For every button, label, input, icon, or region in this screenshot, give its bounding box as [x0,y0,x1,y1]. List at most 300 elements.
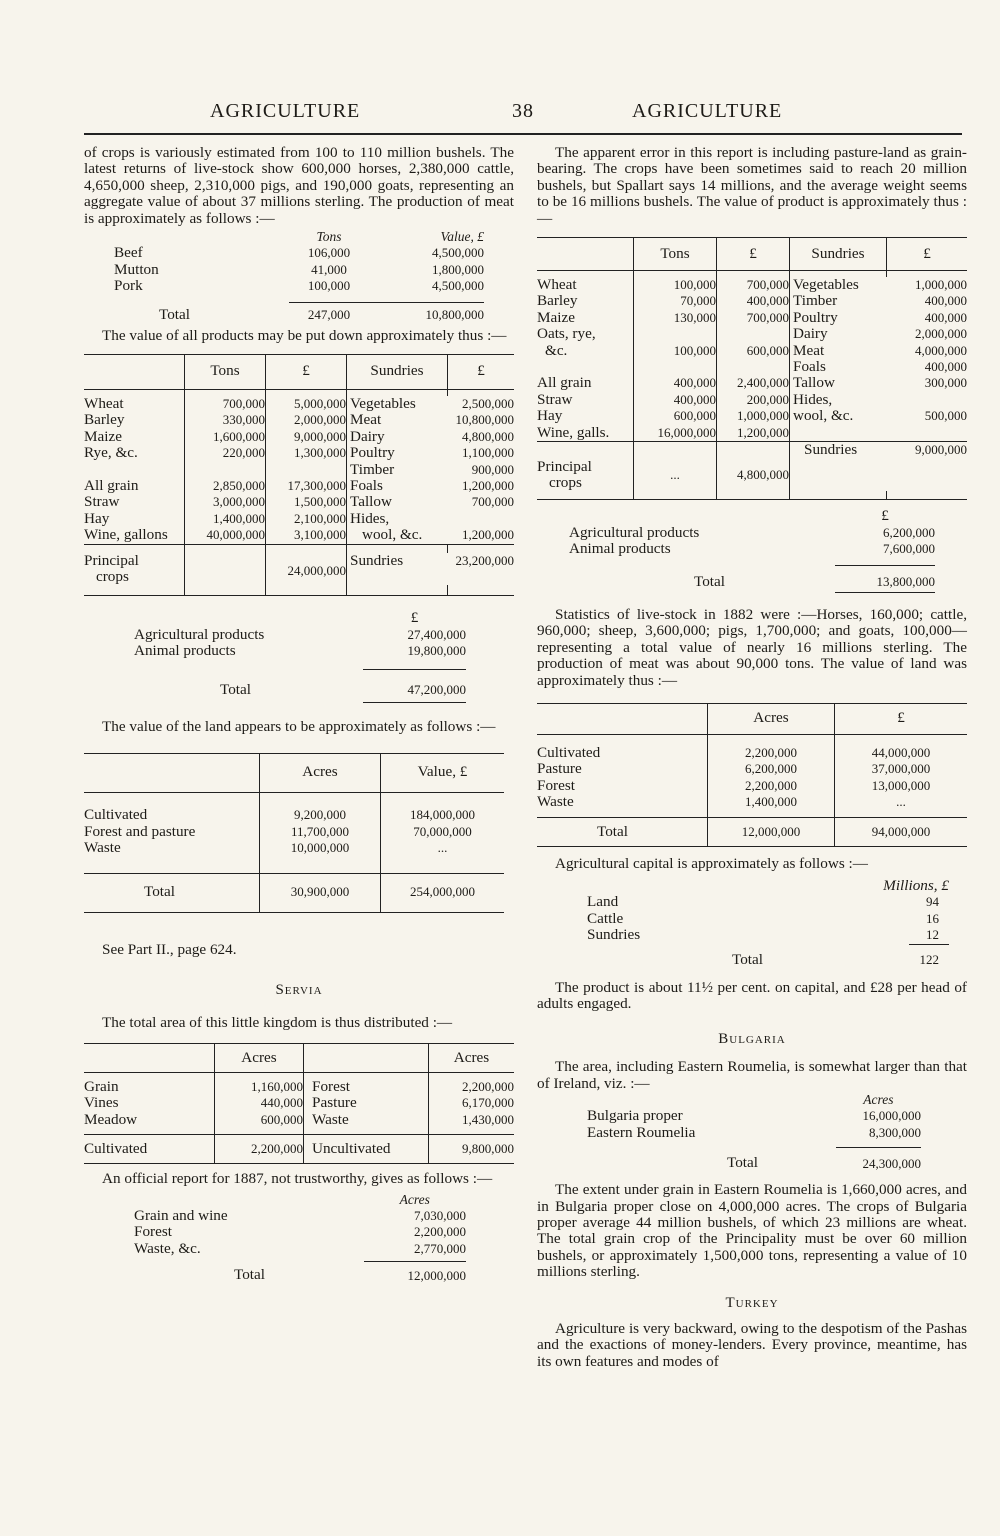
row-label: Straw [537,390,573,408]
row-label: Barley [84,411,125,429]
table-row [587,1108,921,1124]
col-header: Value, £ [440,229,484,245]
cell: 122 [919,951,939,967]
cell: wool, &c. [347,527,448,544]
running-header-right: AGRICULTURE [632,100,783,122]
table-row [537,310,967,326]
cell: 600,000 [717,343,790,359]
cell: 247,000 [307,307,351,323]
paragraph: The area, including Eastern Roumelia, is somewhat larger than that of Ireland, viz. :— [537,1058,967,1092]
currency-symbol: £ [410,609,419,627]
cell: 16 [926,910,939,926]
cell: 1,400,000 [708,794,835,810]
cell: Dairy [347,429,448,445]
table-row [134,1241,466,1257]
row-label: Maize [537,308,575,326]
cell: 2,500,000 [462,395,514,411]
table-row [537,745,967,761]
row-label: Eastern Roumelia [587,1123,696,1141]
cell: 400,000 [634,392,717,408]
cell: 6,170,000 [429,1095,515,1111]
cell: 1,200,000 [462,478,514,493]
cell: 400,000 [634,375,717,391]
row-label: Forest [304,1079,429,1095]
cell: ... [634,459,717,492]
col-header: Sundries [790,238,887,271]
cell [790,425,887,442]
col-header: Tons [185,354,266,389]
cell [185,462,266,478]
cell: 400,000 [924,359,967,375]
cell: Tallow [347,494,448,510]
cell: 2,850,000 [185,478,266,494]
cell: 4,800,000 [462,428,514,444]
cell: 600,000 [215,1112,304,1128]
cell: 130,000 [634,310,717,326]
row-label: Animal products [134,642,236,660]
cell: 9,800,000 [429,1135,515,1164]
cell: Poultry [790,310,887,326]
products-table [84,354,514,596]
table-row [537,794,967,810]
col-header: Acres [215,1043,304,1072]
cell [634,326,717,342]
total-label: Total [727,1154,758,1172]
table-row [134,627,466,643]
cell: 1,100,000 [462,445,514,461]
table-row [134,1224,466,1240]
cell: 1,800,000 [432,261,484,277]
total-label: Total [159,305,190,323]
cell: 106,000 [307,245,351,261]
page-number: 38 [512,100,534,122]
row-label: crops [549,473,582,491]
cell: 440,000 [215,1095,304,1111]
cell: Tallow [790,375,887,391]
cell: 94,000,000 [835,817,968,846]
table-row [84,445,514,461]
cell: 1,300,000 [266,445,347,461]
cell: 1,400,000 [185,511,266,527]
col-header: Tons [634,238,717,271]
table-row [84,511,514,527]
table-row [587,927,949,943]
cell: 23,200,000 [455,552,514,568]
cell: 1,200,000 [462,527,514,543]
cell: 1,000,000 [717,408,790,424]
cell: 16,000,000 [634,425,717,442]
row-label: Maize [84,427,122,445]
row-label: Pasture [537,760,582,778]
cell [717,359,790,375]
cell: 44,000,000 [835,745,968,761]
total-label: Uncultivated [304,1135,429,1164]
cell: 400,000 [717,293,790,309]
cell: 330,000 [185,412,266,428]
row-label: Hay [84,509,110,527]
row-label: Wheat [537,276,577,294]
cell: 41,000 [311,261,347,277]
cell: 700,000 [717,310,790,326]
cell: 4,500,000 [432,245,484,261]
table-row [114,278,484,294]
cell: wool, &c. [790,408,887,424]
table-row [84,527,514,544]
total-row [84,873,504,912]
row-label: Hay [537,407,563,425]
table-row [134,1208,466,1224]
table-row [569,525,935,541]
cell: Poultry [347,445,448,461]
cell: 4,500,000 [432,278,484,294]
cell: 220,000 [185,445,266,461]
total-label: Total [234,1266,265,1284]
col-header: Value, £ [381,754,505,793]
cell: 1,600,000 [185,429,266,445]
col-header: £ [266,354,347,389]
table-row [114,262,484,278]
total-row [134,670,466,699]
cell: 254,000,000 [381,873,505,912]
left-summary [134,610,466,703]
total-label: Total [220,680,251,698]
cell: 5,000,000 [266,396,347,412]
row-label: Sundries [587,926,641,944]
paragraph: An official report for 1887, not trustworthy, gives as follows :— [102,1170,493,1188]
table-row [537,408,967,424]
cell: 1,430,000 [429,1112,515,1128]
total-label: Total [694,572,725,590]
cell: Timber [347,462,448,478]
table-row [134,643,466,659]
bulgaria-table [587,1092,921,1172]
cell: 70,000,000 [381,824,505,840]
row-label: Wine, galls. [537,423,610,441]
cell: Vegetables [790,277,887,293]
row-label: Forest [537,776,575,794]
paragraph: Agriculture is very backward, owing to the despotism of the Pashas and the exactions of money-lenders. Every province, meantime, has its own features and modes of [537,1320,967,1370]
table-row [537,425,967,442]
cell: 400,000 [924,293,967,309]
cell: 1,000,000 [915,277,967,293]
row-label: Meadow [84,1110,138,1128]
col-header: £ [717,238,790,271]
row-label: Pasture [304,1095,429,1111]
cell: 7,030,000 [414,1207,466,1223]
meat-table [114,229,484,324]
cell: 40,000,000 [185,527,266,544]
cell: 2,200,000 [414,1224,466,1240]
table-row [84,494,514,510]
row-label [84,462,185,478]
row-label: Oats, rye, [537,325,596,343]
paragraph: The value of all products may be put down approximately thus :— [102,326,507,344]
row-label: Waste [84,839,121,857]
total-label: Total [144,882,175,900]
cell: 700,000 [717,277,790,293]
row-label: Pork [114,277,143,295]
table-row [537,326,967,342]
row-label: Waste [537,793,574,811]
table-row [114,245,484,261]
row-label: Sundries [790,442,887,459]
cell: 2,200,000 [215,1135,304,1164]
row-label: Straw [84,493,120,511]
servia-table [84,1043,514,1165]
total-label: Cultivated [84,1140,148,1158]
section-title-turkey: Turkey [725,1294,779,1311]
table-row [537,359,967,375]
row-label: All grain [537,374,592,392]
table-row [84,412,514,428]
cell: 12,000,000 [407,1267,466,1283]
row-label: Land [587,893,619,911]
col-header: £ [835,703,968,734]
cell: 10,800,000 [455,412,514,428]
row-label: Principal [537,457,592,475]
cell [448,511,515,527]
cell: 9,000,000 [266,429,347,445]
table-row [537,778,967,794]
cell: 3,000,000 [185,494,266,510]
cell: 7,600,000 [883,541,935,557]
cell: 100,000 [634,277,717,293]
row-label: Forest and pasture [84,822,196,840]
col-header: Tons [316,229,342,245]
row-label: Bulgaria proper [587,1107,683,1125]
row-label: Agricultural products [134,625,265,643]
row-label: Animal products [569,540,671,558]
row-label: Vines [84,1094,119,1112]
table-row [537,293,967,309]
table-row [537,343,967,359]
cell: Hides, [790,392,887,408]
products-table-right [537,237,967,500]
paragraph: Statistics of live-stock in 1882 were :—Horses, 160,000; cattle, 960,000; sheep, 3,600,000; pigs, 1,700,000; and goats, 100,000—representing a total value of nearly 16 millions sterling. The production of meat was about 90,000 tons. The value of land was approximately thus :— [537,605,967,689]
cell: 13,800,000 [876,574,935,590]
cell: Vegetables [347,396,448,412]
cell [634,359,717,375]
cell: 2,770,000 [414,1240,466,1256]
table-row [587,894,949,910]
cell: 70,000 [634,293,717,309]
row-label: crops [96,568,129,586]
cell: 400,000 [924,309,967,325]
cell: Hides, [347,511,448,527]
row-label: Barley [537,292,578,310]
cell: 10,000,000 [260,840,381,856]
cell: 12 [926,927,939,943]
table-row [587,911,949,927]
table-row [84,396,514,412]
cell: 1,500,000 [266,494,347,510]
cell: Timber [790,293,887,309]
cell: 9,000,000 [915,442,967,458]
row-label: Wheat [84,394,124,412]
table-row [84,462,514,478]
cell: 1,160,000 [215,1079,304,1095]
principal-row [84,553,514,586]
cell: 24,000,000 [266,553,347,586]
table-row [84,429,514,445]
table-row [587,1125,921,1141]
cell: 6,200,000 [883,524,935,540]
col-header: Acres [429,1043,515,1072]
cell: 500,000 [924,408,967,424]
row-label: Waste, &c. [134,1239,201,1257]
table-row [84,807,504,823]
cell: 300,000 [924,375,967,391]
cell: 9,200,000 [260,807,381,823]
cell [717,326,790,342]
col-header: Sundries [347,354,448,389]
row-label: Rye, &c. [84,444,138,462]
row-label: Forest [134,1223,172,1241]
cell [266,462,347,478]
right-column [537,145,967,1370]
paragraph: See Part II., page 624. [102,940,237,958]
cell: 17,300,000 [266,478,347,494]
cell: 94 [926,894,939,910]
row-label: Wine, gallons [84,526,168,544]
paragraph: Agricultural capital is approximately as follows :— [555,854,868,872]
cell: 16,000,000 [862,1108,921,1124]
cell: 2,000,000 [915,326,967,342]
cell: 184,000,000 [381,807,505,823]
cell: 100,000 [307,278,351,294]
cell: 2,000,000 [266,412,347,428]
cell: 12,000,000 [708,817,835,846]
paragraph: The product is about 11½ per cent. on capital, and £28 per head of adults engaged. [537,979,967,1013]
cell: 700,000 [185,396,266,412]
row-label: Grain [84,1077,119,1095]
row-label: Grain and wine [134,1206,228,1224]
cell: 27,400,000 [407,626,466,642]
cell [887,425,968,442]
paragraph: of crops is variously estimated from 100 to 110 million bushels. The latest returns of live-stock show 600,000 horses, 2,380,000 cattle, 4,650,000 sheep, 2,310,000 pigs, and 190,000 goats, representing an aggregate value of about 37 millions sterling. The production of meat is approximately as follows :— [84,144,514,227]
cell: 600,000 [634,408,717,424]
col-header: Millions, £ [883,877,949,894]
table-row [84,1095,514,1111]
total-row [84,1135,514,1164]
cell: 2,200,000 [429,1079,515,1095]
cell: Foals [790,359,887,375]
cell: 6,200,000 [708,761,835,777]
cell: 8,300,000 [869,1124,921,1140]
cell: 19,800,000 [407,643,466,659]
paragraph: The apparent error in this report is including pasture-land as grain-bearing. The crops have been sometimes said to reach 20 million bushels, but Spallart says 14 millions, and the average weight seems to be 16 millions bushels. The value of product is approximately thus :— [537,144,967,227]
table-row [84,1112,514,1128]
row-label: Mutton [114,260,159,278]
cell: Foals [347,478,448,494]
col-header: Acres [260,754,381,793]
cell: 13,000,000 [835,778,968,794]
cell: 1,200,000 [717,425,790,442]
capital-table [587,878,949,968]
col-header: Acres [708,703,835,734]
table-row [84,824,504,840]
row-label: Cattle [587,909,624,927]
table-row [569,541,935,557]
cell: Meat [347,412,448,428]
cell: Dairy [790,326,887,342]
cell: 10,800,000 [425,307,484,323]
row-label: Cultivated [84,806,148,824]
running-header-left: AGRICULTURE [210,100,361,122]
total-label: Total [597,822,628,840]
cell [887,392,968,408]
cell: 200,000 [717,392,790,408]
table-row [84,1079,514,1095]
total-row [537,817,967,846]
paragraph: The total area of this little kingdom is thus distributed :— [102,1013,453,1031]
row-label: Principal [84,551,139,569]
cell: 4,000,000 [915,342,967,358]
total-row [587,1147,921,1172]
land-table-right [537,703,967,848]
cell: 700,000 [471,494,514,510]
cell: 37,000,000 [835,761,968,777]
land-table [84,753,504,913]
cell: 30,900,000 [260,873,381,912]
cell: 2,400,000 [717,375,790,391]
cell: 47,200,000 [407,682,466,698]
table-row [537,392,967,408]
right-summary [569,508,935,593]
row-label: Cultivated [537,743,601,761]
paragraph: The value of the land appears to be approximately as follows :— [102,718,496,736]
cell: 11,700,000 [260,824,381,840]
total-row [134,1261,466,1284]
paragraph: The extent under grain in Eastern Roumelia is 1,660,000 acres, and in Bulgaria proper close on 4,000,000 acres. The crops of Bulgaria proper average 44 million bushels, of which 23 millions are wheat. The total grain crop of the Principality must be over 60 million bushels, or approximately 1,500,000 tons, representing a value of 10 millions sterling. [537,1181,967,1281]
cell: 2,200,000 [708,778,835,794]
cell: ... [835,794,968,810]
total-row [114,303,484,324]
left-column [84,145,514,1284]
section-title-servia: Servia [275,982,323,999]
table-row [537,375,967,391]
table-row [537,277,967,293]
header-rule [84,133,962,135]
table-row [537,761,967,777]
total-row [587,948,949,968]
cell: ... [381,840,505,856]
cell: 2,100,000 [266,511,347,527]
official-table [134,1192,466,1285]
cell: 3,100,000 [266,527,347,544]
row-label: &c. [545,341,568,359]
row-label: Beef [114,244,143,262]
table-row [84,840,504,856]
col-header: Acres [863,1092,894,1108]
row-label: Agricultural products [569,523,700,541]
cell: 2,200,000 [708,745,835,761]
total-row [569,566,935,591]
col-header: Acres [399,1191,430,1207]
cell: 100,000 [634,343,717,359]
row-label: Waste [304,1112,429,1128]
total-label: Total [732,950,763,968]
cell: 24,300,000 [862,1155,921,1171]
section-title-bulgaria: Bulgaria [718,1030,786,1047]
row-label: All grain [84,477,139,494]
principal-row [537,459,967,492]
col-header: £ [448,354,515,389]
row-label: Sundries [347,553,448,586]
table-row [84,478,514,494]
cell: 900,000 [471,461,514,477]
row-label [537,359,634,375]
